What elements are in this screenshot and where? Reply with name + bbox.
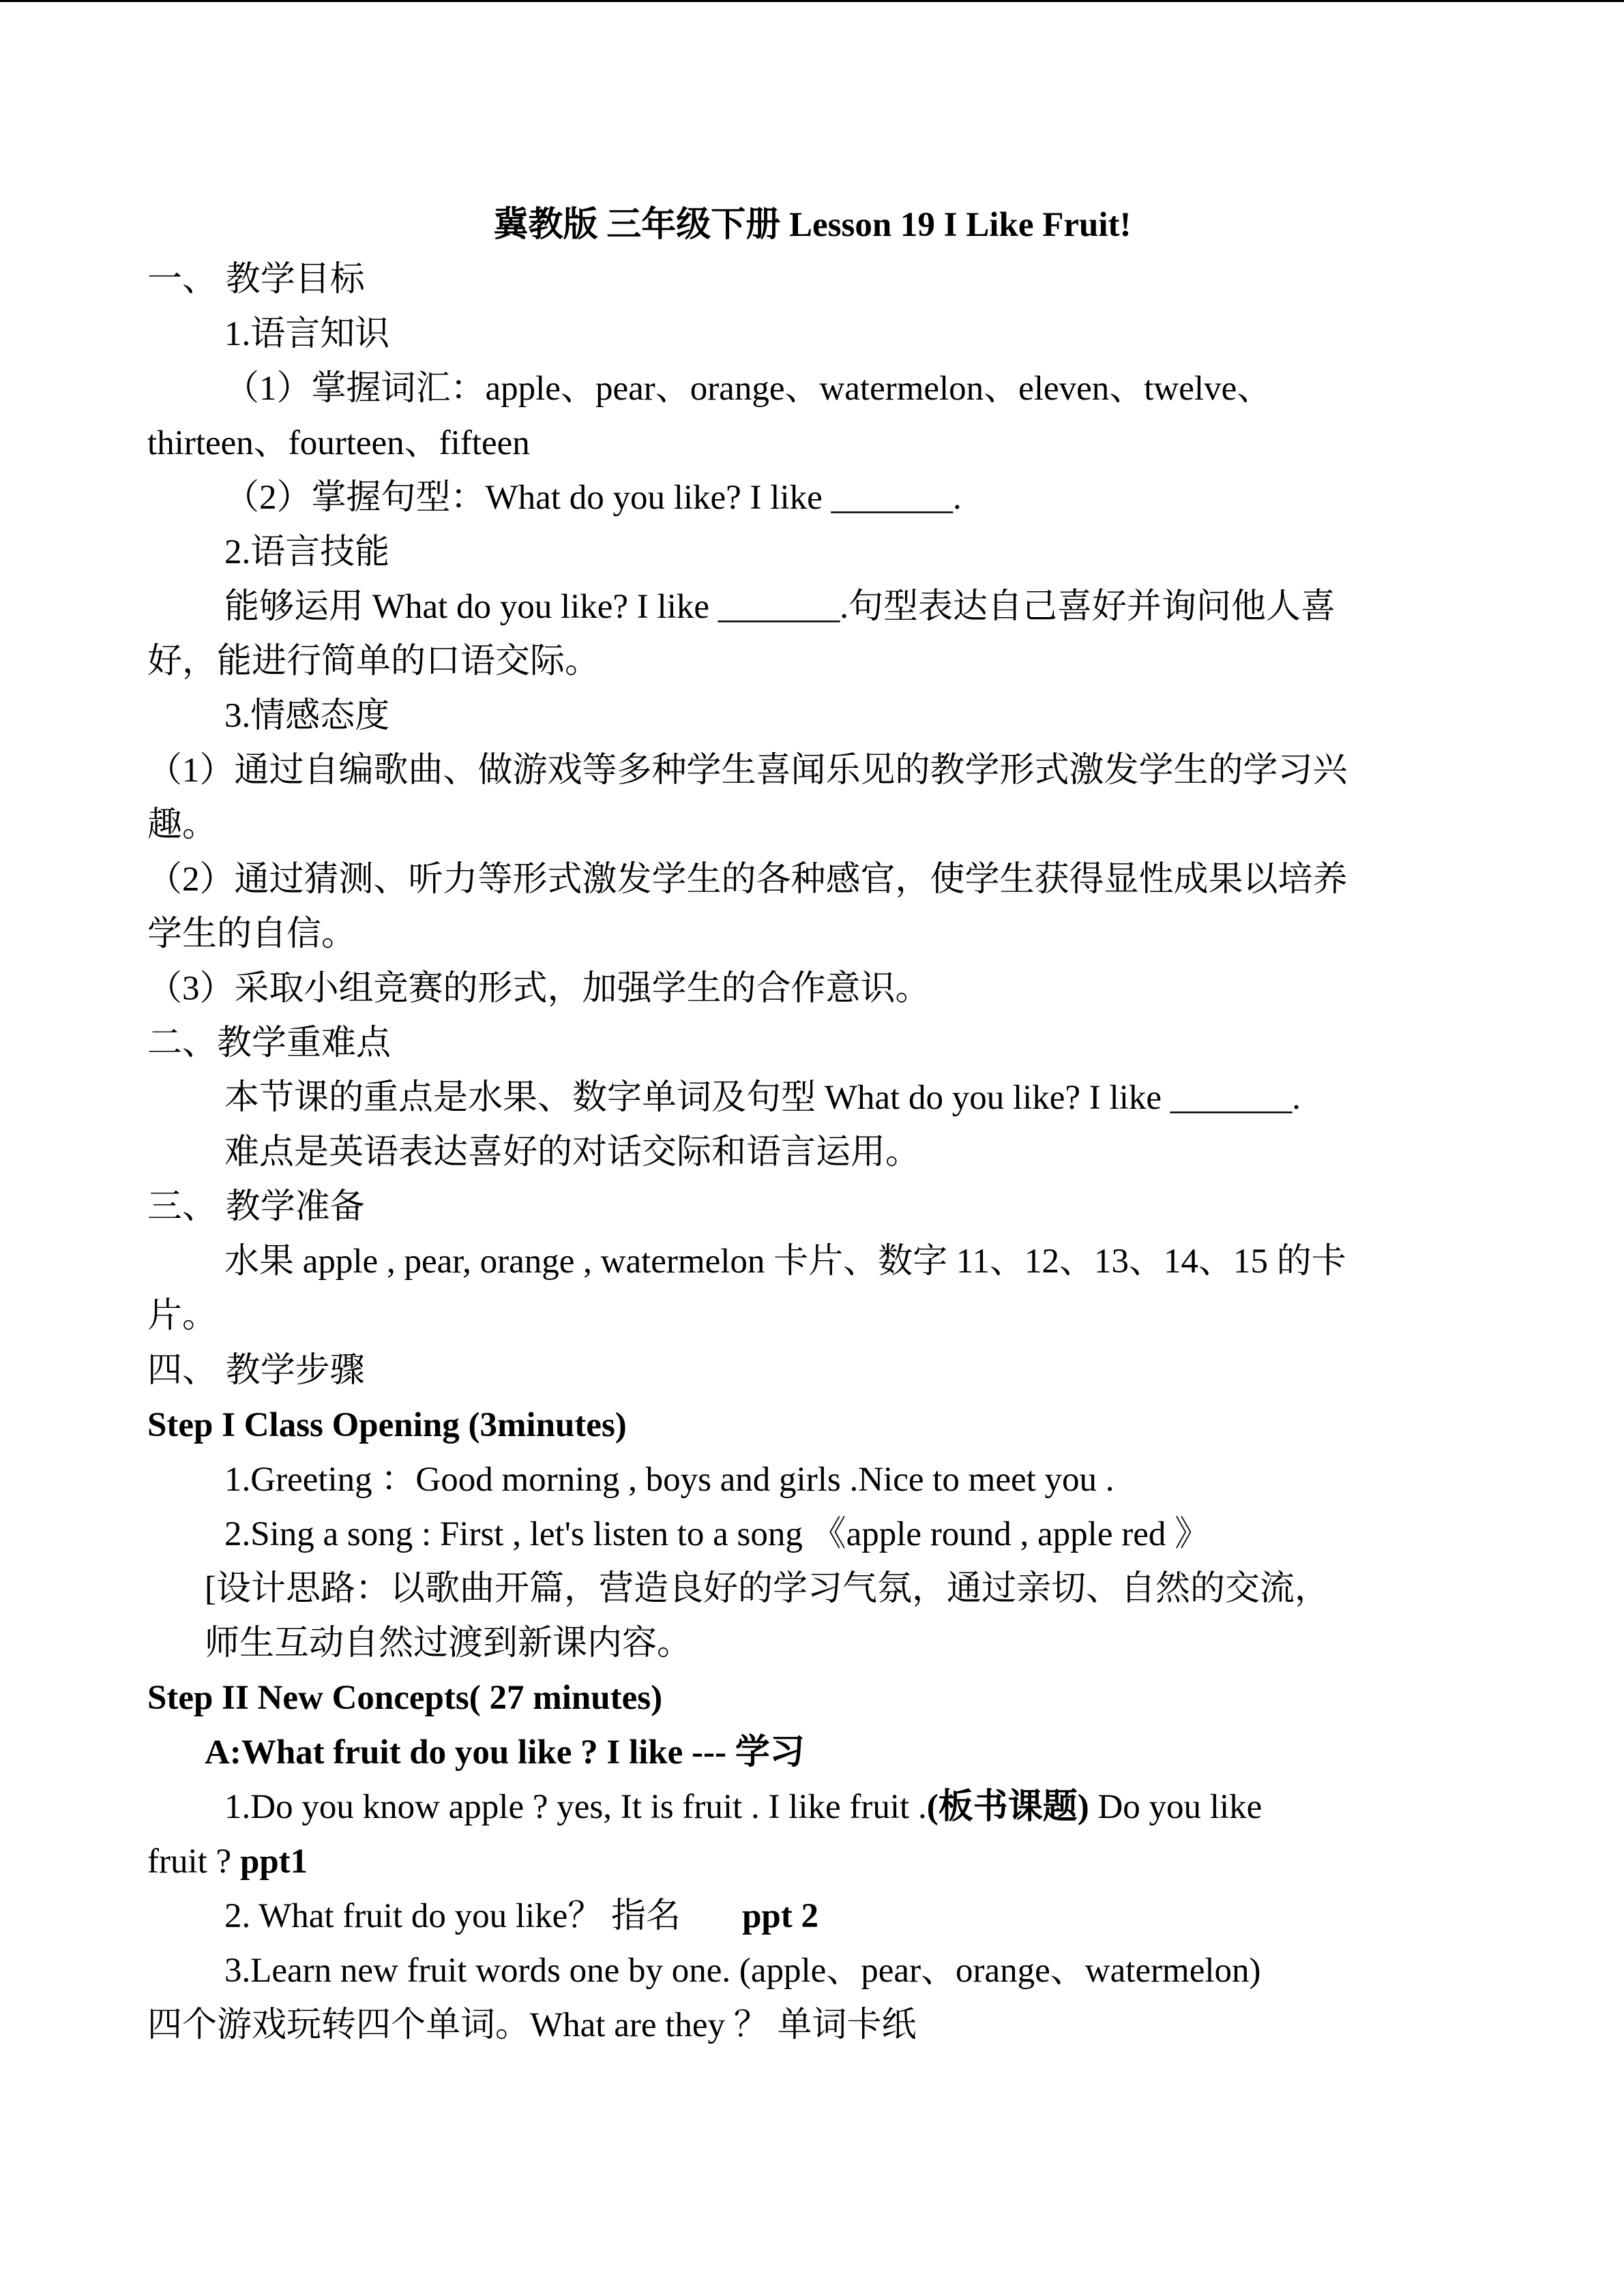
page-top-border	[0, 0, 1624, 2]
subheading-language-skills: 2.语言技能	[224, 533, 390, 571]
ppt-1-label: ppt1	[239, 1843, 308, 1881]
attitude-item-1: （1）通过自编歌曲、做游戏等多种学生喜闻乐见的教学形式激发学生的学习兴	[147, 751, 1348, 790]
section-heading-steps: 四、 教学步骤	[147, 1352, 365, 1390]
item-1-cont-text: fruit ?	[147, 1843, 232, 1881]
section-heading-key-points: 二、教学重难点	[147, 1024, 392, 1062]
section-heading-goals: 一、 教学目标	[147, 260, 365, 299]
attitude-item-1-cont: 趣。	[147, 806, 218, 844]
vocabulary-line-cont: thirteen、fourteen、fifteen	[147, 424, 530, 462]
vocabulary-line: （1）掌握词汇：apple、pear、orange、watermelon、eleven、twelve、	[224, 370, 1272, 408]
design-note-line-cont: 师生互动自然过渡到新课内容。	[205, 1624, 692, 1663]
ppt-2-label: ppt 2	[742, 1897, 819, 1935]
sing-song-line: 2.Sing a song : First , let's listen to a song 《apple round , apple red 》	[224, 1515, 1210, 1553]
preparation-line-cont: 片。	[147, 1297, 218, 1335]
preparation-line: 水果 apple , pear, orange , watermelon 卡片、数字 11、12、13、14、15 的卡	[224, 1242, 1346, 1281]
step-2-item-3-cont: 四个游戏玩转四个单词。What are they ？ 单词卡纸	[147, 2006, 917, 2044]
step-2-heading: Step II New Concepts( 27 minutes)	[147, 1679, 663, 1717]
step-2-item-1-cont	[147, 1834, 1477, 1889]
item-1-text: 1.Do you know apple ? yes, It is fruit . I like fruit .	[224, 1788, 927, 1826]
greeting-line: 1.Greeting ：Good morning , boys and girls .Nice to meet you .	[224, 1461, 1114, 1499]
part-a-heading: A:What fruit do you like ? I like --- 学习	[205, 1733, 805, 1772]
design-note-line: [设计思路：以歌曲开篇，营造良好的学习气氛，通过亲切、自然的交流，	[205, 1570, 1329, 1608]
step-2-item-3: 3.Learn new fruit words one by one. (apple、pear、orange、watermelon)	[224, 1952, 1261, 1990]
section-heading-preparation: 三、 教学准备	[147, 1188, 365, 1226]
attitude-item-2: （2）通过猜测、听力等形式激发学生的各种感官，使学生获得显性成果以培养	[147, 861, 1348, 899]
skills-line: 能够运用 What do you like? I like _______.句型表达自己喜好并询问他人喜	[224, 588, 1336, 626]
document-title: 冀教版 三年级下册 Lesson 19 I Like Fruit!	[493, 206, 1132, 244]
item-1-question: Do you like	[1089, 1788, 1263, 1826]
skills-line-cont: 好，能进行简单的口语交际。	[147, 642, 600, 681]
step-1-heading: Step I Class Opening (3minutes)	[147, 1406, 627, 1444]
document-page	[147, 198, 1477, 2053]
attitude-item-2-cont: 学生的自信。	[147, 915, 357, 953]
step-2-item-1	[147, 1780, 1477, 1834]
step-2-item-2	[147, 1889, 1477, 1943]
sentence-pattern-line: （2）掌握句型：What do you like? I like _______.	[224, 479, 962, 517]
subheading-language-knowledge: 1.语言知识	[224, 315, 390, 353]
attitude-item-3: （3）采取小组竞赛的形式，加强学生的合作意识。	[147, 970, 930, 1008]
key-point-line: 本节课的重点是水果、数字单词及句型 What do you like? I like _______.	[224, 1079, 1301, 1117]
item-2-text: 2. What fruit do you like？ 指名	[224, 1897, 681, 1935]
blackboard-note: (板书课题)	[926, 1788, 1089, 1826]
subheading-attitude: 3.情感态度	[224, 697, 390, 735]
difficult-point-line: 难点是英语表达喜好的对话交际和语言运用。	[224, 1133, 921, 1172]
